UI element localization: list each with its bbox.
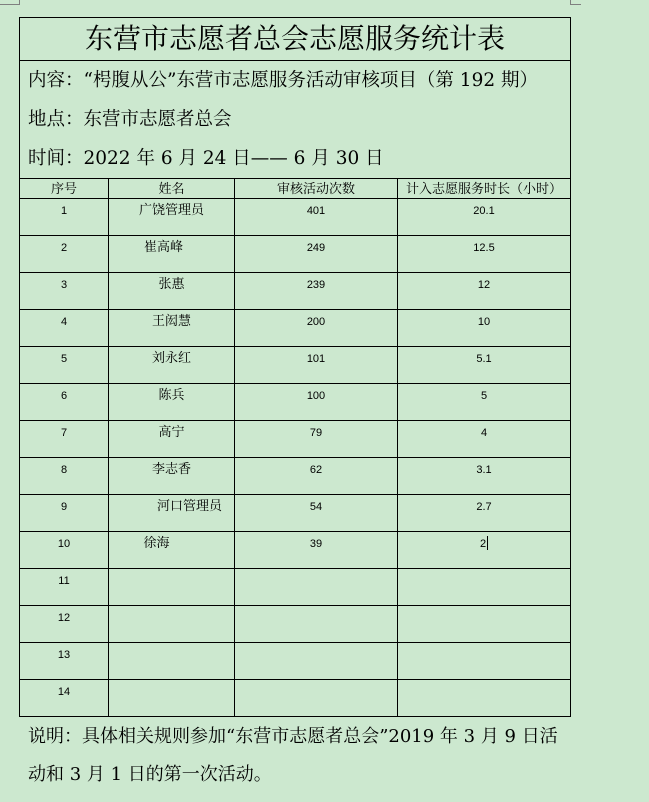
activity-count: 239: [306, 279, 326, 291]
cell-name[interactable]: [109, 495, 235, 532]
volunteer-name: 高宁: [158, 424, 185, 439]
cell-number[interactable]: [20, 384, 109, 421]
cell-number[interactable]: [20, 495, 109, 532]
row-number: 8: [60, 464, 68, 476]
cell-number[interactable]: [20, 199, 109, 236]
service-hours: 3.1: [476, 464, 492, 476]
row-number: 7: [60, 427, 68, 439]
volunteer-name: 河口管理员: [156, 498, 222, 513]
cell-activity-count[interactable]: [235, 532, 398, 569]
volunteer-name: 刘永红: [151, 350, 191, 365]
service-hours: 2.7: [476, 501, 492, 513]
cell-service-hours[interactable]: [398, 643, 571, 680]
cell-activity-count[interactable]: [235, 458, 398, 495]
cell-number[interactable]: [20, 347, 109, 384]
row-number: 11: [58, 575, 70, 587]
cell-name[interactable]: [109, 569, 235, 606]
service-hours: 20.1: [473, 205, 495, 217]
cell-service-hours[interactable]: [398, 495, 571, 532]
cell-name[interactable]: [109, 680, 235, 717]
cell-service-hours[interactable]: [398, 384, 571, 421]
cell-service-hours[interactable]: [398, 421, 571, 458]
volunteer-name: 陈兵: [158, 387, 185, 402]
cell-number[interactable]: [20, 421, 109, 458]
volunteer-name: 广饶管理员: [138, 202, 204, 217]
cell-number[interactable]: [20, 680, 109, 717]
volunteer-name: 张惠: [158, 276, 185, 291]
header-number[interactable]: 序号: [20, 179, 109, 199]
cell-name[interactable]: [109, 273, 235, 310]
corner-mark-top-left-horizontal: [0, 4, 19, 5]
note-line-1: 说明：具体相关规则参加“东营市志愿者总会”2019 年 3 月 9 日活: [28, 726, 558, 747]
corner-mark-top-left-vertical: [19, 0, 20, 5]
row-number: 5: [60, 353, 68, 365]
cell-activity-count[interactable]: [235, 310, 398, 347]
note-line-2: 动和 3 月 1 日的第一次活动。: [28, 764, 272, 785]
row-number: 1: [60, 205, 68, 217]
volunteer-name: 王闳慧: [151, 313, 191, 328]
cell-service-hours[interactable]: [398, 569, 571, 606]
cell-service-hours[interactable]: [398, 199, 571, 236]
header-name[interactable]: 姓名: [109, 179, 235, 199]
volunteer-name: 崔高峰: [143, 239, 183, 254]
row-number: 6: [60, 390, 68, 402]
service-hours: 2: [479, 538, 487, 550]
volunteer-name: 徐海: [143, 535, 170, 550]
service-hours: 12: [477, 279, 491, 291]
statistics-table: [19, 17, 571, 717]
cell-number[interactable]: [20, 643, 109, 680]
header-service-hours[interactable]: 计入志愿服务时长（小时）: [398, 179, 571, 199]
cell-service-hours[interactable]: [398, 273, 571, 310]
table-title-cell[interactable]: [20, 18, 571, 61]
cell-number[interactable]: [20, 310, 109, 347]
service-hours: 12.5: [473, 242, 495, 254]
cell-activity-count[interactable]: [235, 643, 398, 680]
location-line: 地点：东营市志愿者总会: [28, 109, 232, 130]
note-paragraph[interactable]: [28, 718, 558, 794]
cell-activity-count[interactable]: [235, 347, 398, 384]
row-number: 3: [60, 279, 68, 291]
cell-service-hours[interactable]: [398, 347, 571, 384]
activity-count: 101: [306, 353, 326, 365]
cell-number[interactable]: [20, 458, 109, 495]
service-hours: 5: [480, 390, 488, 402]
cell-activity-count[interactable]: [235, 273, 398, 310]
content-line: 内容：“枵腹从公”东营市志愿服务活动审核项目（第 192 期）: [28, 70, 538, 91]
cell-activity-count[interactable]: [235, 421, 398, 458]
cell-name[interactable]: [109, 458, 235, 495]
cell-name[interactable]: [109, 347, 235, 384]
cell-service-hours[interactable]: [398, 532, 571, 569]
corner-mark-top-right-horizontal: [570, 4, 581, 5]
cell-service-hours[interactable]: [398, 458, 571, 495]
service-hours: 10: [477, 316, 491, 328]
text-cursor: [487, 536, 488, 550]
cell-service-hours[interactable]: [398, 310, 571, 347]
header-activity-count[interactable]: 审核活动次数: [235, 179, 398, 199]
corner-mark-top-right-vertical: [570, 0, 571, 5]
cell-activity-count[interactable]: [235, 606, 398, 643]
activity-count: 79: [309, 427, 323, 439]
activity-count: 54: [309, 501, 323, 513]
cell-number[interactable]: [20, 273, 109, 310]
row-number: 9: [60, 501, 68, 513]
cell-activity-count[interactable]: [235, 384, 398, 421]
activity-count: 401: [306, 205, 326, 217]
cell-number[interactable]: [20, 606, 109, 643]
cell-activity-count[interactable]: [235, 569, 398, 606]
cell-name[interactable]: [109, 384, 235, 421]
row-number: 4: [60, 316, 68, 328]
time-line: 时间：2022 年 6 月 24 日—— 6 月 30 日: [28, 148, 384, 169]
cell-name[interactable]: [109, 310, 235, 347]
table-title: 东营市志愿者总会志愿服务统计表: [84, 22, 505, 55]
cell-activity-count[interactable]: [235, 495, 398, 532]
cell-name[interactable]: [109, 532, 235, 569]
cell-number[interactable]: [20, 532, 109, 569]
row-number: 14: [57, 686, 71, 698]
activity-count: 39: [309, 538, 323, 550]
cell-activity-count[interactable]: [235, 680, 398, 717]
activity-count: 100: [306, 390, 326, 402]
cell-name[interactable]: [109, 606, 235, 643]
row-number: 12: [57, 612, 71, 624]
activity-count: 200: [306, 316, 326, 328]
cell-service-hours[interactable]: [398, 606, 571, 643]
cell-activity-count[interactable]: [235, 236, 398, 273]
service-hours: 5.1: [476, 353, 492, 365]
row-number: 2: [60, 242, 68, 254]
cell-name[interactable]: [109, 643, 235, 680]
activity-count: 62: [309, 464, 323, 476]
cell-service-hours[interactable]: [398, 680, 571, 717]
cell-name[interactable]: [109, 421, 235, 458]
info-cell[interactable]: [20, 61, 571, 179]
row-number: 10: [57, 538, 71, 550]
cell-service-hours[interactable]: [398, 236, 571, 273]
volunteer-name: 李志香: [151, 461, 191, 476]
service-hours: 4: [480, 427, 488, 439]
cell-activity-count[interactable]: [235, 199, 398, 236]
cell-number[interactable]: [20, 569, 109, 606]
cell-number[interactable]: [20, 236, 109, 273]
cell-name[interactable]: [109, 236, 235, 273]
row-number: 13: [57, 649, 71, 661]
cell-name[interactable]: [109, 199, 235, 236]
activity-count: 249: [306, 242, 326, 254]
